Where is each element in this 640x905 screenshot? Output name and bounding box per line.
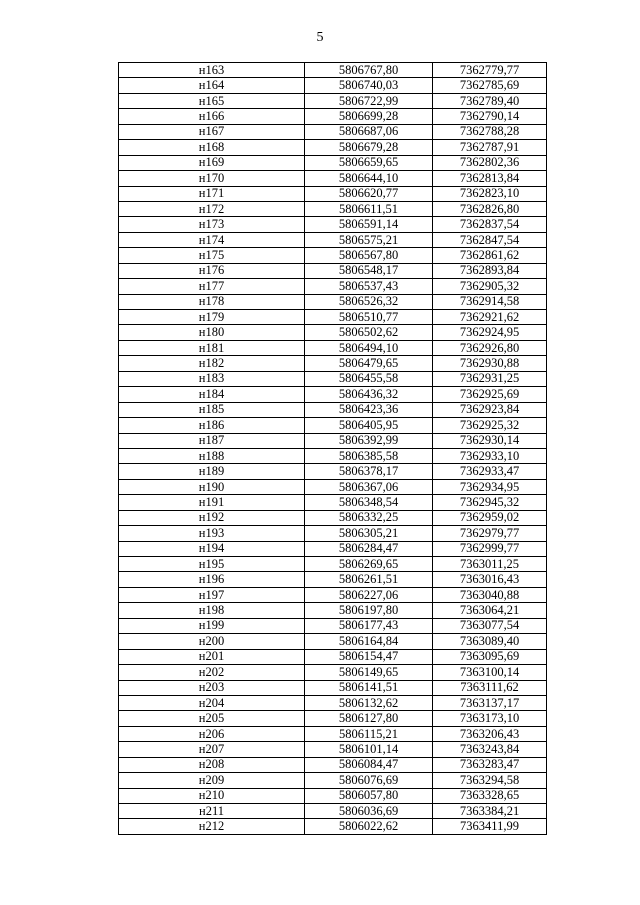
y-coordinate-cell: 7362861,62 bbox=[433, 248, 547, 263]
y-coordinate-cell: 7362788,28 bbox=[433, 124, 547, 139]
x-coordinate-cell: 5806687,06 bbox=[305, 124, 433, 139]
table-row bbox=[119, 804, 547, 819]
point-id-cell: н195 bbox=[119, 557, 305, 572]
y-coordinate-cell: 7362979,77 bbox=[433, 526, 547, 541]
table-row bbox=[119, 680, 547, 695]
x-coordinate-cell: 5806348,54 bbox=[305, 495, 433, 510]
x-coordinate-cell: 5806076,69 bbox=[305, 773, 433, 788]
table-row bbox=[119, 232, 547, 247]
point-id-cell: н205 bbox=[119, 711, 305, 726]
x-coordinate-cell: 5806699,28 bbox=[305, 109, 433, 124]
x-coordinate-cell: 5806084,47 bbox=[305, 757, 433, 772]
x-coordinate-cell: 5806197,80 bbox=[305, 603, 433, 618]
x-coordinate-cell: 5806722,99 bbox=[305, 93, 433, 108]
point-id-cell: н212 bbox=[119, 819, 305, 834]
table-row bbox=[119, 665, 547, 680]
table-row bbox=[119, 618, 547, 633]
x-coordinate-cell: 5806502,62 bbox=[305, 325, 433, 340]
table-row bbox=[119, 695, 547, 710]
y-coordinate-cell: 7363040,88 bbox=[433, 587, 547, 602]
x-coordinate-cell: 5806575,21 bbox=[305, 232, 433, 247]
table-row bbox=[119, 248, 547, 263]
table-row bbox=[119, 186, 547, 201]
y-coordinate-cell: 7363411,99 bbox=[433, 819, 547, 834]
table-row bbox=[119, 649, 547, 664]
point-id-cell: н176 bbox=[119, 263, 305, 278]
x-coordinate-cell: 5806385,58 bbox=[305, 448, 433, 463]
y-coordinate-cell: 7363016,43 bbox=[433, 572, 547, 587]
x-coordinate-cell: 5806227,06 bbox=[305, 587, 433, 602]
y-coordinate-cell: 7362933,10 bbox=[433, 448, 547, 463]
point-id-cell: н168 bbox=[119, 140, 305, 155]
x-coordinate-cell: 5806177,43 bbox=[305, 618, 433, 633]
point-id-cell: н211 bbox=[119, 804, 305, 819]
table-row bbox=[119, 310, 547, 325]
x-coordinate-cell: 5806659,65 bbox=[305, 155, 433, 170]
point-id-cell: н196 bbox=[119, 572, 305, 587]
y-coordinate-cell: 7363206,43 bbox=[433, 726, 547, 741]
table-row bbox=[119, 140, 547, 155]
point-id-cell: н170 bbox=[119, 171, 305, 186]
table-row bbox=[119, 402, 547, 417]
point-id-cell: н167 bbox=[119, 124, 305, 139]
point-id-cell: н169 bbox=[119, 155, 305, 170]
x-coordinate-cell: 5806164,84 bbox=[305, 634, 433, 649]
point-id-cell: н173 bbox=[119, 217, 305, 232]
x-coordinate-cell: 5806423,36 bbox=[305, 402, 433, 417]
point-id-cell: н197 bbox=[119, 587, 305, 602]
x-coordinate-cell: 5806567,80 bbox=[305, 248, 433, 263]
point-id-cell: н207 bbox=[119, 742, 305, 757]
x-coordinate-cell: 5806305,21 bbox=[305, 526, 433, 541]
x-coordinate-cell: 5806392,99 bbox=[305, 433, 433, 448]
point-id-cell: н175 bbox=[119, 248, 305, 263]
y-coordinate-cell: 7362905,32 bbox=[433, 279, 547, 294]
table-row bbox=[119, 201, 547, 216]
table-row bbox=[119, 124, 547, 139]
table-row bbox=[119, 603, 547, 618]
table-row bbox=[119, 340, 547, 355]
x-coordinate-cell: 5806436,32 bbox=[305, 387, 433, 402]
point-id-cell: н178 bbox=[119, 294, 305, 309]
x-coordinate-cell: 5806057,80 bbox=[305, 788, 433, 803]
y-coordinate-cell: 7363011,25 bbox=[433, 557, 547, 572]
x-coordinate-cell: 5806269,65 bbox=[305, 557, 433, 572]
coordinates-table bbox=[118, 62, 547, 835]
point-id-cell: н191 bbox=[119, 495, 305, 510]
table-row bbox=[119, 356, 547, 371]
x-coordinate-cell: 5806132,62 bbox=[305, 695, 433, 710]
x-coordinate-cell: 5806494,10 bbox=[305, 340, 433, 355]
x-coordinate-cell: 5806679,28 bbox=[305, 140, 433, 155]
y-coordinate-cell: 7362779,77 bbox=[433, 63, 547, 78]
table-row bbox=[119, 294, 547, 309]
table-row bbox=[119, 217, 547, 232]
y-coordinate-cell: 7363089,40 bbox=[433, 634, 547, 649]
y-coordinate-cell: 7363064,21 bbox=[433, 603, 547, 618]
x-coordinate-cell: 5806022,62 bbox=[305, 819, 433, 834]
y-coordinate-cell: 7362923,84 bbox=[433, 402, 547, 417]
x-coordinate-cell: 5806036,69 bbox=[305, 804, 433, 819]
x-coordinate-cell: 5806526,32 bbox=[305, 294, 433, 309]
table-row bbox=[119, 510, 547, 525]
point-id-cell: н192 bbox=[119, 510, 305, 525]
table-row bbox=[119, 557, 547, 572]
y-coordinate-cell: 7362787,91 bbox=[433, 140, 547, 155]
x-coordinate-cell: 5806141,51 bbox=[305, 680, 433, 695]
point-id-cell: н201 bbox=[119, 649, 305, 664]
x-coordinate-cell: 5806644,10 bbox=[305, 171, 433, 186]
table-row bbox=[119, 587, 547, 602]
y-coordinate-cell: 7362921,62 bbox=[433, 310, 547, 325]
point-id-cell: н208 bbox=[119, 757, 305, 772]
point-id-cell: н166 bbox=[119, 109, 305, 124]
point-id-cell: н177 bbox=[119, 279, 305, 294]
page-number: 5 bbox=[316, 30, 324, 45]
y-coordinate-cell: 7362945,32 bbox=[433, 495, 547, 510]
table-row bbox=[119, 495, 547, 510]
point-id-cell: н189 bbox=[119, 464, 305, 479]
x-coordinate-cell: 5806261,51 bbox=[305, 572, 433, 587]
table-row bbox=[119, 541, 547, 556]
y-coordinate-cell: 7362785,69 bbox=[433, 78, 547, 93]
table-row bbox=[119, 726, 547, 741]
y-coordinate-cell: 7362893,84 bbox=[433, 263, 547, 278]
y-coordinate-cell: 7362931,25 bbox=[433, 371, 547, 386]
point-id-cell: н206 bbox=[119, 726, 305, 741]
point-id-cell: н174 bbox=[119, 232, 305, 247]
table-row bbox=[119, 448, 547, 463]
x-coordinate-cell: 5806378,17 bbox=[305, 464, 433, 479]
x-coordinate-cell: 5806367,06 bbox=[305, 479, 433, 494]
table-row bbox=[119, 757, 547, 772]
y-coordinate-cell: 7363111,62 bbox=[433, 680, 547, 695]
x-coordinate-cell: 5806510,77 bbox=[305, 310, 433, 325]
y-coordinate-cell: 7362789,40 bbox=[433, 93, 547, 108]
y-coordinate-cell: 7363384,21 bbox=[433, 804, 547, 819]
x-coordinate-cell: 5806767,80 bbox=[305, 63, 433, 78]
point-id-cell: н190 bbox=[119, 479, 305, 494]
point-id-cell: н204 bbox=[119, 695, 305, 710]
point-id-cell: н183 bbox=[119, 371, 305, 386]
point-id-cell: н200 bbox=[119, 634, 305, 649]
point-id-cell: н203 bbox=[119, 680, 305, 695]
table-row bbox=[119, 63, 547, 78]
point-id-cell: н185 bbox=[119, 402, 305, 417]
y-coordinate-cell: 7362930,14 bbox=[433, 433, 547, 448]
table-row bbox=[119, 773, 547, 788]
point-id-cell: н164 bbox=[119, 78, 305, 93]
y-coordinate-cell: 7362847,54 bbox=[433, 232, 547, 247]
point-id-cell: н181 bbox=[119, 340, 305, 355]
point-id-cell: н184 bbox=[119, 387, 305, 402]
table-row bbox=[119, 464, 547, 479]
point-id-cell: н186 bbox=[119, 418, 305, 433]
table-row bbox=[119, 325, 547, 340]
y-coordinate-cell: 7363095,69 bbox=[433, 649, 547, 664]
y-coordinate-cell: 7363137,17 bbox=[433, 695, 547, 710]
y-coordinate-cell: 7362926,80 bbox=[433, 340, 547, 355]
x-coordinate-cell: 5806115,21 bbox=[305, 726, 433, 741]
table-row bbox=[119, 171, 547, 186]
point-id-cell: н187 bbox=[119, 433, 305, 448]
table-row bbox=[119, 279, 547, 294]
x-coordinate-cell: 5806149,65 bbox=[305, 665, 433, 680]
y-coordinate-cell: 7363100,14 bbox=[433, 665, 547, 680]
x-coordinate-cell: 5806154,47 bbox=[305, 649, 433, 664]
y-coordinate-cell: 7363283,47 bbox=[433, 757, 547, 772]
y-coordinate-cell: 7362823,10 bbox=[433, 186, 547, 201]
x-coordinate-cell: 5806101,14 bbox=[305, 742, 433, 757]
x-coordinate-cell: 5806611,51 bbox=[305, 201, 433, 216]
point-id-cell: н209 bbox=[119, 773, 305, 788]
y-coordinate-cell: 7362924,95 bbox=[433, 325, 547, 340]
y-coordinate-cell: 7363328,65 bbox=[433, 788, 547, 803]
y-coordinate-cell: 7362999,77 bbox=[433, 541, 547, 556]
table-row bbox=[119, 78, 547, 93]
y-coordinate-cell: 7363243,84 bbox=[433, 742, 547, 757]
table-row bbox=[119, 634, 547, 649]
point-id-cell: н180 bbox=[119, 325, 305, 340]
x-coordinate-cell: 5806332,25 bbox=[305, 510, 433, 525]
table-row bbox=[119, 788, 547, 803]
x-coordinate-cell: 5806455,58 bbox=[305, 371, 433, 386]
point-id-cell: н202 bbox=[119, 665, 305, 680]
table-row bbox=[119, 479, 547, 494]
point-id-cell: н199 bbox=[119, 618, 305, 633]
x-coordinate-cell: 5806740,03 bbox=[305, 78, 433, 93]
table-row bbox=[119, 387, 547, 402]
point-id-cell: н194 bbox=[119, 541, 305, 556]
table-row bbox=[119, 433, 547, 448]
x-coordinate-cell: 5806537,43 bbox=[305, 279, 433, 294]
y-coordinate-cell: 7362813,84 bbox=[433, 171, 547, 186]
y-coordinate-cell: 7363294,58 bbox=[433, 773, 547, 788]
point-id-cell: н163 bbox=[119, 63, 305, 78]
point-id-cell: н165 bbox=[119, 93, 305, 108]
table-row bbox=[119, 572, 547, 587]
x-coordinate-cell: 5806284,47 bbox=[305, 541, 433, 556]
x-coordinate-cell: 5806479,65 bbox=[305, 356, 433, 371]
y-coordinate-cell: 7362925,69 bbox=[433, 387, 547, 402]
point-id-cell: н179 bbox=[119, 310, 305, 325]
table-row bbox=[119, 819, 547, 834]
table-row bbox=[119, 742, 547, 757]
x-coordinate-cell: 5806591,14 bbox=[305, 217, 433, 232]
point-id-cell: н188 bbox=[119, 448, 305, 463]
y-coordinate-cell: 7362790,14 bbox=[433, 109, 547, 124]
x-coordinate-cell: 5806548,17 bbox=[305, 263, 433, 278]
table-row bbox=[119, 93, 547, 108]
y-coordinate-cell: 7362837,54 bbox=[433, 217, 547, 232]
x-coordinate-cell: 5806620,77 bbox=[305, 186, 433, 201]
point-id-cell: н210 bbox=[119, 788, 305, 803]
point-id-cell: н193 bbox=[119, 526, 305, 541]
table-row bbox=[119, 711, 547, 726]
y-coordinate-cell: 7362959,02 bbox=[433, 510, 547, 525]
table-row bbox=[119, 418, 547, 433]
table-row bbox=[119, 109, 547, 124]
x-coordinate-cell: 5806127,80 bbox=[305, 711, 433, 726]
y-coordinate-cell: 7363173,10 bbox=[433, 711, 547, 726]
point-id-cell: н182 bbox=[119, 356, 305, 371]
y-coordinate-cell: 7362934,95 bbox=[433, 479, 547, 494]
point-id-cell: н198 bbox=[119, 603, 305, 618]
y-coordinate-cell: 7362925,32 bbox=[433, 418, 547, 433]
table-row bbox=[119, 526, 547, 541]
y-coordinate-cell: 7362933,47 bbox=[433, 464, 547, 479]
point-id-cell: н172 bbox=[119, 201, 305, 216]
y-coordinate-cell: 7362802,36 bbox=[433, 155, 547, 170]
y-coordinate-cell: 7362826,80 bbox=[433, 201, 547, 216]
coordinates-table-body bbox=[119, 63, 547, 835]
y-coordinate-cell: 7363077,54 bbox=[433, 618, 547, 633]
y-coordinate-cell: 7362914,58 bbox=[433, 294, 547, 309]
point-id-cell: н171 bbox=[119, 186, 305, 201]
table-row bbox=[119, 155, 547, 170]
table-row bbox=[119, 371, 547, 386]
y-coordinate-cell: 7362930,88 bbox=[433, 356, 547, 371]
table-row bbox=[119, 263, 547, 278]
x-coordinate-cell: 5806405,95 bbox=[305, 418, 433, 433]
